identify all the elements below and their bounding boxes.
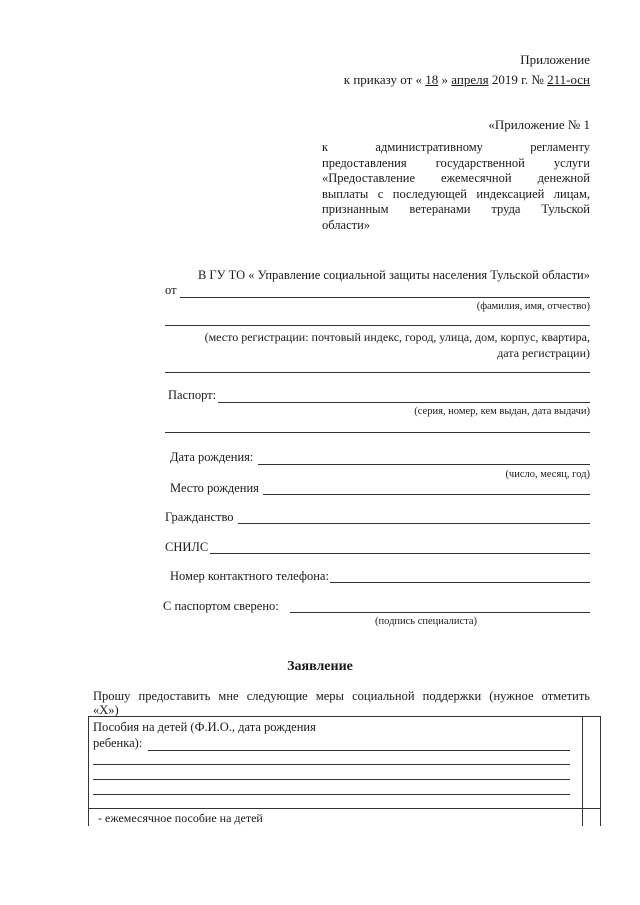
snils-label: СНИЛС (165, 540, 209, 554)
request-line-2: «Х») (93, 703, 119, 717)
children-benefit-checkbox[interactable] (583, 717, 599, 807)
citizenship-label: Гражданство (165, 510, 234, 524)
address-hint-1: (место регистрации: почтовый индекс, город, улица, дом, корпус, квартира, (204, 330, 590, 344)
phone-label: Номер контактного телефона: (170, 569, 329, 583)
table-right-border (600, 716, 601, 826)
reglament-line-6: области» (322, 217, 371, 232)
phone-field[interactable] (330, 582, 590, 583)
passport-hint: (серия, номер, кем выдан, дата выдачи) (414, 406, 590, 417)
order-reference (344, 72, 590, 88)
birthplace-field[interactable] (263, 494, 590, 495)
reglament-text (322, 140, 590, 233)
children-field-1[interactable] (148, 750, 570, 751)
reglament-appendix-no: «Приложение № 1 (488, 117, 590, 132)
snils-field[interactable] (210, 553, 590, 554)
table-row-children-label-1: Пособия на детей (Ф.И.О., дата рождения (93, 720, 316, 734)
children-field-4[interactable] (93, 794, 570, 795)
monthly-benefit-checkbox[interactable] (583, 809, 599, 825)
reglament-line-5: признанным ветеранами труда Тульской (322, 202, 590, 216)
verified-label: С паспортом сверено: (163, 599, 279, 613)
children-field-3[interactable] (93, 779, 570, 780)
citizenship-field[interactable] (238, 523, 590, 524)
order-day: 18 (425, 72, 439, 87)
address-field-1[interactable] (165, 325, 590, 326)
passport-field[interactable] (218, 402, 590, 403)
reglament-line-4: выплаты с последующей индексацией лицам, (322, 186, 590, 201)
birthdate-field[interactable] (258, 464, 590, 465)
table-left-border (88, 716, 89, 826)
addressee: В ГУ ТО « Управление социальной защиты населения Тульской области» (197, 268, 590, 282)
children-field-2[interactable] (93, 764, 570, 765)
statement-title: Заявление (287, 659, 353, 674)
birthplace-label: Место рождения (170, 481, 259, 495)
table-row-children-label-2: ребенка): (93, 736, 143, 750)
order-month: апреля (451, 72, 489, 87)
table-row-monthly-benefit: - ежемесячное пособие на детей (98, 811, 263, 825)
passport-field-2[interactable] (165, 432, 590, 433)
table-top-border (88, 716, 600, 717)
birthdate-hint: (число, месяц, год) (505, 469, 590, 480)
passport-label: Паспорт: (168, 388, 217, 402)
order-mid: » (441, 72, 449, 87)
request-line-1: Прошу предоставить мне следующие меры социальной поддержки (нужное отметить (93, 689, 590, 703)
order-year: 2019 г. № (491, 72, 544, 87)
address-hint-2: дата регистрации) (497, 346, 590, 360)
birthdate-label: Дата рождения: (170, 450, 254, 464)
request-text (93, 689, 590, 717)
reglament-line-3: «Предоставление ежемесячной денежной (322, 171, 590, 185)
reglament-line-2: предоставления государственной услуги (322, 155, 590, 170)
appendix-label: Приложение (520, 52, 590, 67)
signature-hint: (подпись специалиста) (375, 616, 478, 627)
name-field[interactable] (180, 297, 590, 298)
reglament-line-1: к административному регламенту (322, 140, 590, 154)
order-prefix: к приказу от « (343, 72, 423, 87)
table-row-divider (88, 808, 600, 809)
signature-field[interactable] (290, 612, 590, 613)
order-number: 211-осн (547, 72, 590, 87)
name-hint: (фамилия, имя, отчество) (476, 301, 590, 312)
from-label: от (165, 283, 177, 297)
address-field-2[interactable] (165, 372, 590, 373)
